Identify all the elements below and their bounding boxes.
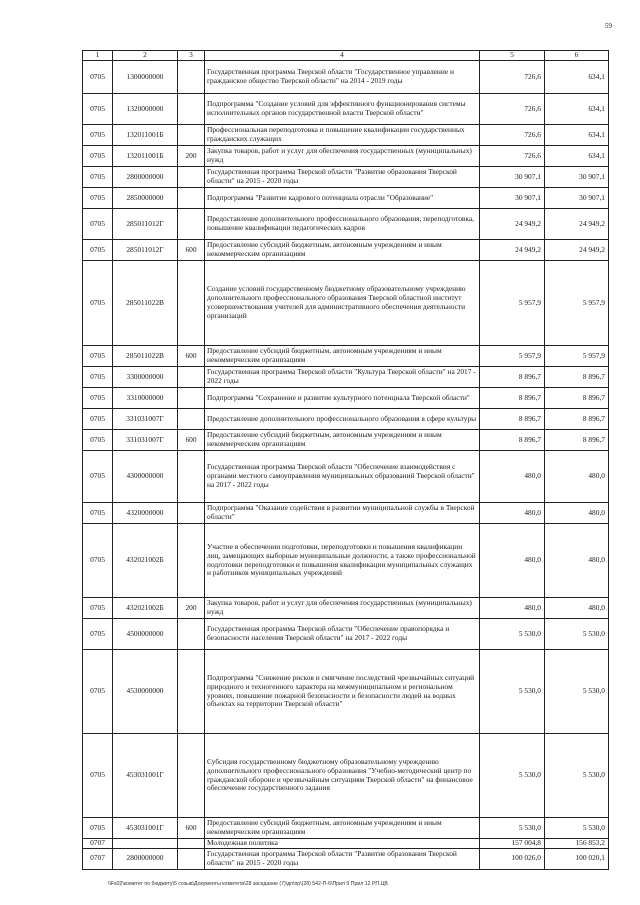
section-code-cell: 0705 [83, 524, 113, 598]
description-cell: Подпрограмма "Снижение рисков и смягчение последствий чрезвычайных ситуаций природного и техногенного характера на межмуниципальном и региональном уровнях, повышение пожарной безопасности и безопасности людей на водных объектах на территории Тверской области" [205, 650, 480, 734]
expense-type-cell [178, 261, 205, 346]
section-code-cell: 0705 [83, 209, 113, 240]
expense-type-cell [178, 167, 205, 188]
column-header-2: 2 [113, 51, 178, 61]
expense-type-cell [178, 734, 205, 818]
expense-type-cell: 600 [178, 818, 205, 839]
target-article-cell: 132011001Б [113, 146, 178, 167]
target-article-cell: 432021002Б [113, 598, 178, 619]
section-code-cell: 0705 [83, 409, 113, 430]
planned-amount-cell: 8 896,7 [480, 430, 545, 451]
target-article-cell: 132011001Б [113, 125, 178, 146]
actual-amount-cell: 156 853,2 [545, 839, 609, 849]
actual-amount-cell: 30 907,1 [545, 188, 609, 209]
actual-amount-cell: 634,1 [545, 94, 609, 125]
target-article-cell: 4500000000 [113, 619, 178, 650]
section-code-cell: 0705 [83, 125, 113, 146]
file-path-footer: \\Fs02\комитет по бюджету\5 созыв\Документы комитета\28 заседание (7)\дп\пр\(28) 542-П-6\Прил 9 Прил 12 РП.ЦВ [108, 881, 388, 887]
target-article-cell: 331031007Г [113, 430, 178, 451]
description-cell: Предоставление дополнительного профессионального образования, переподготовка, повышение квалификации педагогических кадров [205, 209, 480, 240]
table-row [83, 61, 609, 94]
expense-type-cell [178, 848, 205, 869]
expense-type-cell: 600 [178, 240, 205, 261]
target-article-cell: 3310000000 [113, 388, 178, 409]
expense-type-cell: 600 [178, 430, 205, 451]
table-row [83, 619, 609, 650]
description-cell: Закупка товаров, работ и услуг для обеспечения государственных (муниципальных) нужд [205, 146, 480, 167]
planned-amount-cell: 5 957,9 [480, 346, 545, 367]
expense-type-cell [178, 388, 205, 409]
description-cell: Молодежная политика [205, 839, 480, 849]
expense-type-cell [178, 125, 205, 146]
table-row [83, 261, 609, 346]
description-cell: Предоставление дополнительного профессионального образования в сфере культуры [205, 409, 480, 430]
description-cell: Предоставление субсидий бюджетным, автономным учреждениям и иным некоммерческим организациям [205, 346, 480, 367]
actual-amount-cell: 24 949,2 [545, 209, 609, 240]
actual-amount-cell: 8 896,7 [545, 430, 609, 451]
description-cell: Государственная программа Тверской области "Развитие образования Тверской области" на 2015 - 2020 годы [205, 848, 480, 869]
table-row [83, 94, 609, 125]
actual-amount-cell: 8 896,7 [545, 367, 609, 388]
target-article-cell: 4320000000 [113, 503, 178, 524]
actual-amount-cell: 480,0 [545, 503, 609, 524]
description-cell: Подпрограмма "Развитие кадрового потенциала отрасли "Образование" [205, 188, 480, 209]
table-row [83, 848, 609, 869]
planned-amount-cell: 480,0 [480, 451, 545, 503]
section-code-cell: 0705 [83, 503, 113, 524]
column-header-6: 6 [545, 51, 609, 61]
section-code-cell: 0705 [83, 188, 113, 209]
actual-amount-cell: 24 949,2 [545, 240, 609, 261]
description-cell: Государственная программа Тверской области "Государственное управление и гражданское общество Тверской области" на 2014 - 2019 годы [205, 61, 480, 94]
description-cell: Закупка товаров, работ и услуг для обеспечения государственных (муниципальных) нужд [205, 598, 480, 619]
description-cell: Подпрограмма "Оказание содействия в развитии муниципальной службы в Тверской области" [205, 503, 480, 524]
expense-type-cell [178, 188, 205, 209]
expense-type-cell [178, 650, 205, 734]
planned-amount-cell: 8 896,7 [480, 388, 545, 409]
table-body [83, 61, 609, 870]
table-row [83, 839, 609, 849]
description-cell: Субсидия государственному бюджетному образовательному учреждению дополнительного профессионального образования "Учебно-методический центр по гражданской обороне и чрезвычайным ситуациям Тверской области" на финансовое обеспечение государственного задания [205, 734, 480, 818]
section-code-cell: 0705 [83, 650, 113, 734]
expense-type-cell [178, 61, 205, 94]
table-row [83, 146, 609, 167]
section-code-cell: 0705 [83, 167, 113, 188]
table-row [83, 451, 609, 503]
table-row [83, 188, 609, 209]
expense-type-cell: 600 [178, 346, 205, 367]
section-code-cell: 0705 [83, 261, 113, 346]
section-code-cell: 0705 [83, 451, 113, 503]
target-article-cell: 3300000000 [113, 367, 178, 388]
section-code-cell: 0705 [83, 146, 113, 167]
section-code-cell: 0705 [83, 367, 113, 388]
header-row [83, 51, 609, 61]
actual-amount-cell: 634,1 [545, 61, 609, 94]
column-header-4: 4 [205, 51, 480, 61]
planned-amount-cell: 30 907,1 [480, 167, 545, 188]
target-article-cell: 4530000000 [113, 650, 178, 734]
planned-amount-cell: 5 530,0 [480, 818, 545, 839]
column-header-1: 1 [83, 51, 113, 61]
table-row [83, 598, 609, 619]
table-row [83, 524, 609, 598]
column-header-3: 3 [178, 51, 205, 61]
table-row [83, 346, 609, 367]
description-cell: Предоставление субсидий бюджетным, автономным учреждениям и иным некоммерческим организациям [205, 818, 480, 839]
target-article-cell: 1320000000 [113, 94, 178, 125]
expense-type-cell [178, 451, 205, 503]
description-cell: Государственная программа Тверской области "Обеспечение взаимодействия с органами местного самоуправления муниципальных образований Тверской области" на 2017 - 2022 годы [205, 451, 480, 503]
target-article-cell: 2800000000 [113, 167, 178, 188]
section-code-cell: 0705 [83, 598, 113, 619]
expense-type-cell [178, 839, 205, 849]
expense-type-cell [178, 524, 205, 598]
table-header [83, 51, 609, 61]
actual-amount-cell: 634,1 [545, 125, 609, 146]
target-article-cell: 1300000000 [113, 61, 178, 94]
description-cell: Государственная программа Тверской области "Культура Тверской области" на 2017 - 2022 годы [205, 367, 480, 388]
actual-amount-cell: 100 020,1 [545, 848, 609, 869]
actual-amount-cell: 5 530,0 [545, 650, 609, 734]
section-code-cell: 0705 [83, 94, 113, 125]
target-article-cell: 331031007Г [113, 409, 178, 430]
description-cell: Предоставление субсидий бюджетным, автономным учреждениям и иным некоммерческим организациям [205, 430, 480, 451]
table-row [83, 240, 609, 261]
table-row [83, 388, 609, 409]
target-article-cell: 285011012Г [113, 209, 178, 240]
expense-type-cell [178, 503, 205, 524]
actual-amount-cell: 8 896,7 [545, 388, 609, 409]
planned-amount-cell: 8 896,7 [480, 409, 545, 430]
planned-amount-cell: 30 907,1 [480, 188, 545, 209]
planned-amount-cell: 5 530,0 [480, 734, 545, 818]
table-row [83, 125, 609, 146]
planned-amount-cell: 5 957,9 [480, 261, 545, 346]
section-code-cell: 0707 [83, 848, 113, 869]
planned-amount-cell: 100 026,0 [480, 848, 545, 869]
planned-amount-cell: 24 949,2 [480, 209, 545, 240]
section-code-cell: 0705 [83, 430, 113, 451]
description-cell: Государственная программа Тверской области "Обеспечение правопорядка и безопасности населения Тверской области" на 2017 - 2022 годы [205, 619, 480, 650]
planned-amount-cell: 8 896,7 [480, 367, 545, 388]
actual-amount-cell: 634,1 [545, 146, 609, 167]
actual-amount-cell: 5 530,0 [545, 734, 609, 818]
description-cell: Государственная программа Тверской области "Развитие образования Тверской области" на 2015 - 2020 годы [205, 167, 480, 188]
target-article-cell: 285011022В [113, 261, 178, 346]
description-cell: Создание условий государственному бюджетному образовательному учреждению дополнительного профессионального образования Тверской областной институт усовершенствования учителей для административного обеспечения деятельности организаций [205, 261, 480, 346]
planned-amount-cell: 726,6 [480, 61, 545, 94]
description-cell: Участие в обеспечении подготовки, переподготовки и повышения квалификации лиц, замещающих выборные муниципальные должности, а также профессиональной подготовки переподготовки и повышения квалификации муниципальных служащих и работников муниципальных учреждений [205, 524, 480, 598]
planned-amount-cell: 157 004,8 [480, 839, 545, 849]
column-header-5: 5 [480, 51, 545, 61]
planned-amount-cell: 726,6 [480, 146, 545, 167]
planned-amount-cell: 726,6 [480, 94, 545, 125]
target-article-cell: 453031001Г [113, 734, 178, 818]
target-article-cell: 285011022В [113, 346, 178, 367]
actual-amount-cell: 30 907,1 [545, 167, 609, 188]
description-cell: Подпрограмма "Создание условий для эффективного функционирования системы исполнительных органов государственной власти Тверской области" [205, 94, 480, 125]
target-article-cell: 285011012Г [113, 240, 178, 261]
target-article-cell [113, 839, 178, 849]
expense-type-cell [178, 209, 205, 240]
expense-type-cell: 200 [178, 598, 205, 619]
section-code-cell: 0705 [83, 734, 113, 818]
expense-type-cell [178, 619, 205, 650]
section-code-cell: 0705 [83, 818, 113, 839]
table-row [83, 734, 609, 818]
planned-amount-cell: 480,0 [480, 503, 545, 524]
table-row [83, 818, 609, 839]
expense-type-cell [178, 409, 205, 430]
actual-amount-cell: 480,0 [545, 524, 609, 598]
planned-amount-cell: 480,0 [480, 598, 545, 619]
actual-amount-cell: 8 896,7 [545, 409, 609, 430]
section-code-cell: 0705 [83, 388, 113, 409]
target-article-cell: 4300000000 [113, 451, 178, 503]
section-code-cell: 0705 [83, 61, 113, 94]
planned-amount-cell: 5 530,0 [480, 619, 545, 650]
actual-amount-cell: 480,0 [545, 598, 609, 619]
table-row [83, 167, 609, 188]
actual-amount-cell: 5 530,0 [545, 818, 609, 839]
section-code-cell: 0705 [83, 240, 113, 261]
actual-amount-cell: 5 530,0 [545, 619, 609, 650]
table-row [83, 650, 609, 734]
actual-amount-cell: 480,0 [545, 451, 609, 503]
planned-amount-cell: 24 949,2 [480, 240, 545, 261]
expense-type-cell [178, 367, 205, 388]
target-article-cell: 432021002Б [113, 524, 178, 598]
table-row [83, 430, 609, 451]
target-article-cell: 453031001Г [113, 818, 178, 839]
table-row [83, 367, 609, 388]
description-cell: Подпрограмма "Сохранение и развитие культурного потенциала Тверской области" [205, 388, 480, 409]
expense-type-cell: 200 [178, 146, 205, 167]
description-cell: Предоставление субсидий бюджетным, автономным учреждениям и иным некоммерческим организациям [205, 240, 480, 261]
table-row [83, 503, 609, 524]
planned-amount-cell: 5 530,0 [480, 650, 545, 734]
actual-amount-cell: 5 957,9 [545, 346, 609, 367]
section-code-cell: 0705 [83, 619, 113, 650]
target-article-cell: 2800000000 [113, 848, 178, 869]
planned-amount-cell: 726,6 [480, 125, 545, 146]
section-code-cell: 0707 [83, 839, 113, 849]
planned-amount-cell: 480,0 [480, 524, 545, 598]
table-row [83, 409, 609, 430]
actual-amount-cell: 5 957,9 [545, 261, 609, 346]
expense-type-cell [178, 94, 205, 125]
target-article-cell: 2850000000 [113, 188, 178, 209]
table-row [83, 209, 609, 240]
budget-table [82, 50, 609, 870]
description-cell: Профессиональная переподготовка и повышение квалификации государственных гражданских служащих [205, 125, 480, 146]
page-number: 59 [605, 22, 612, 30]
section-code-cell: 0705 [83, 346, 113, 367]
